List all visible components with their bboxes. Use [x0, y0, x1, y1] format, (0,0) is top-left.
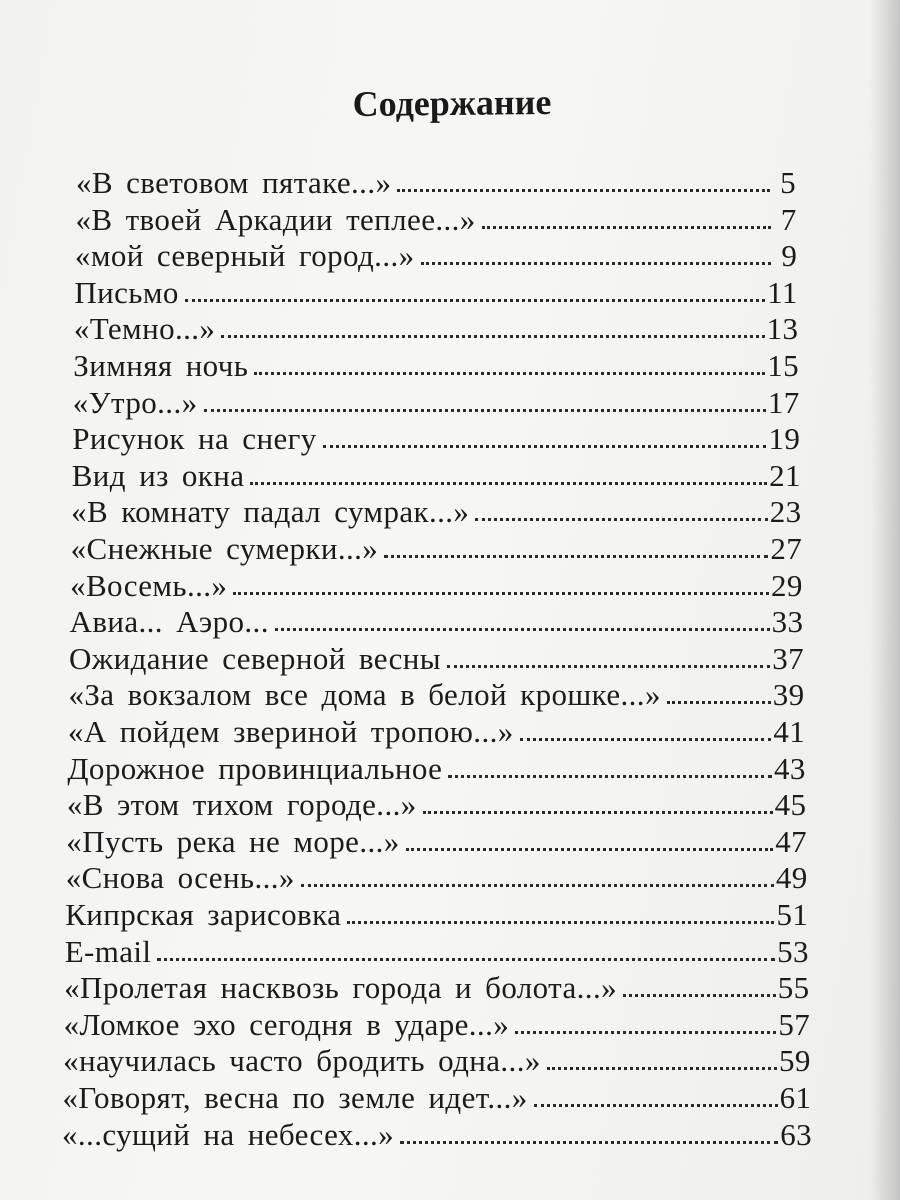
- toc-entry-title: «Ломкое эхо сегодня в ударе...»: [63, 1006, 510, 1042]
- toc-entry-title: «Восемь...»: [70, 567, 228, 603]
- toc-entry-title: E-mail: [64, 933, 152, 969]
- toc-entry: [75, 197, 796, 237]
- toc-entry: [64, 1002, 811, 1042]
- toc-entry: [65, 929, 809, 969]
- dot-leader: [421, 262, 772, 265]
- toc-entry-title: «Пусть река не море...»: [66, 823, 400, 859]
- toc-entry: [74, 306, 799, 346]
- toc-entry-page: 11: [767, 274, 798, 310]
- toc-entry-title: Авиа... Аэро...: [69, 604, 269, 640]
- toc-entry: [72, 416, 800, 456]
- dot-leader: [250, 482, 767, 485]
- toc-entry-page: 53: [777, 933, 809, 969]
- toc-entry-page: 55: [777, 970, 810, 1006]
- toc-entry-title: «Снова осень...»: [65, 860, 295, 896]
- toc-entry-title: «научилась часто бродить одна...»: [63, 1043, 541, 1079]
- dot-leader: [475, 518, 767, 521]
- dot-leader: [221, 335, 764, 338]
- dot-leader: [275, 628, 770, 631]
- toc-entry-page: 59: [778, 1043, 811, 1079]
- toc-entry-page: 13: [766, 311, 799, 347]
- dot-leader: [547, 1067, 777, 1070]
- toc-entry: [68, 709, 805, 749]
- toc-entry: [63, 1075, 812, 1115]
- toc-entry-title: «Темно...»: [73, 311, 216, 347]
- toc-entry: [67, 746, 805, 786]
- toc-entry-page: 41: [773, 714, 806, 749]
- dot-leader: [406, 848, 774, 851]
- toc-entry-page: 17: [767, 384, 800, 420]
- toc-entry: [71, 489, 801, 529]
- toc-entry-page: 15: [767, 348, 800, 383]
- dot-leader: [482, 226, 771, 229]
- toc-entry: [73, 380, 800, 420]
- toc-entry-title: Зимняя ночь: [73, 348, 249, 383]
- toc-entry-title: «За вокзалом все дома в белой крошке...»: [68, 677, 661, 713]
- toc-entry-title: «Снежные сумерки...»: [70, 531, 379, 566]
- toc-entry-page: 43: [774, 750, 806, 786]
- toc-entry-title: «В твоей Аркадии теплее...»: [75, 201, 476, 237]
- toc-entry-page: 5: [780, 165, 796, 200]
- toc-entry-title: Письмо: [74, 274, 179, 310]
- dot-leader: [520, 738, 772, 741]
- toc-entry: [76, 160, 796, 200]
- toc-entry-page: 61: [779, 1080, 812, 1115]
- toc-entry-page: 49: [775, 860, 808, 896]
- toc-entry: [62, 1112, 812, 1152]
- toc-entry-title: «В этом тихом городе...»: [66, 787, 417, 823]
- toc-entry-title: «В световом пятаке...»: [76, 165, 392, 200]
- toc-entry-title: Дорожное провинциальное: [67, 750, 443, 786]
- toc-entry-page: 57: [778, 1006, 811, 1042]
- toc-entry-page: 37: [772, 640, 804, 676]
- toc-entry-page: 23: [769, 494, 802, 530]
- toc-entry: [65, 892, 808, 932]
- toc-entry-page: 63: [780, 1116, 812, 1152]
- toc-entry-title: Кипрская зарисовка: [65, 897, 342, 932]
- toc-entry-title: «мой северный город...»: [74, 238, 415, 274]
- dot-leader: [204, 409, 766, 412]
- dot-leader: [384, 555, 768, 558]
- toc-entry: [69, 636, 804, 676]
- toc-entry: [67, 782, 807, 822]
- toc-entry-page: 45: [774, 787, 807, 823]
- toc-entry-page: 21: [769, 457, 801, 493]
- dot-leader: [515, 1031, 776, 1034]
- dot-leader: [323, 445, 767, 448]
- dot-leader: [397, 189, 770, 192]
- toc-entry-title: «А пойдем звериной тропою...»: [67, 714, 514, 749]
- toc-entry-page: 7: [780, 201, 797, 237]
- dot-leader: [157, 958, 775, 961]
- toc-entry: [70, 599, 804, 639]
- toc-entry-title: «Говорят, весна по земле идет...»: [62, 1080, 528, 1115]
- dot-leader: [534, 1104, 778, 1107]
- toc-entry-title: «В комнату падал сумрак...»: [71, 494, 470, 530]
- toc-entry: [75, 233, 797, 273]
- dot-leader: [233, 592, 769, 595]
- toc-entry-page: 33: [771, 604, 804, 640]
- toc-entry: [70, 563, 803, 603]
- toc-entry: [68, 672, 804, 712]
- dot-leader: [448, 775, 772, 778]
- toc-entry: [71, 526, 803, 566]
- toc-entry-page: 39: [772, 677, 805, 713]
- toc-entry-title: «...сущий на небесех...»: [62, 1116, 395, 1152]
- page-title: Содержание: [352, 81, 552, 125]
- toc-entry: [74, 270, 797, 310]
- dot-leader: [400, 1141, 778, 1144]
- toc-entry-page: 27: [770, 531, 803, 566]
- dot-leader: [447, 665, 770, 668]
- dot-leader: [623, 994, 776, 997]
- toc-entry: [72, 453, 801, 493]
- toc-entry-title: Ожидание северной весны: [69, 640, 442, 676]
- toc-entry-title: «Утро...»: [72, 384, 198, 420]
- toc-entry-title: «Пролетая насквозь города и болота...»: [64, 970, 618, 1006]
- toc-entry-page: 29: [770, 567, 803, 603]
- toc-entry: [64, 965, 809, 1005]
- toc-entry-title: Рисунок на снегу: [72, 421, 317, 457]
- dot-leader: [301, 884, 774, 887]
- dot-leader: [667, 701, 771, 704]
- toc-entry-page: 9: [781, 238, 798, 274]
- toc-entry: [73, 343, 799, 383]
- dot-leader: [347, 921, 774, 924]
- toc-entry-page: 51: [776, 897, 809, 932]
- toc-entry: [66, 855, 808, 895]
- toc-entry: [63, 1038, 811, 1078]
- toc-entry: [66, 819, 807, 859]
- toc-entry-title: Вид из окна: [71, 457, 245, 493]
- dot-leader: [423, 811, 773, 814]
- dot-leader: [185, 299, 765, 302]
- toc-entry-page: 47: [775, 823, 808, 859]
- dot-leader: [254, 372, 765, 375]
- toc-entry-page: 19: [768, 421, 801, 457]
